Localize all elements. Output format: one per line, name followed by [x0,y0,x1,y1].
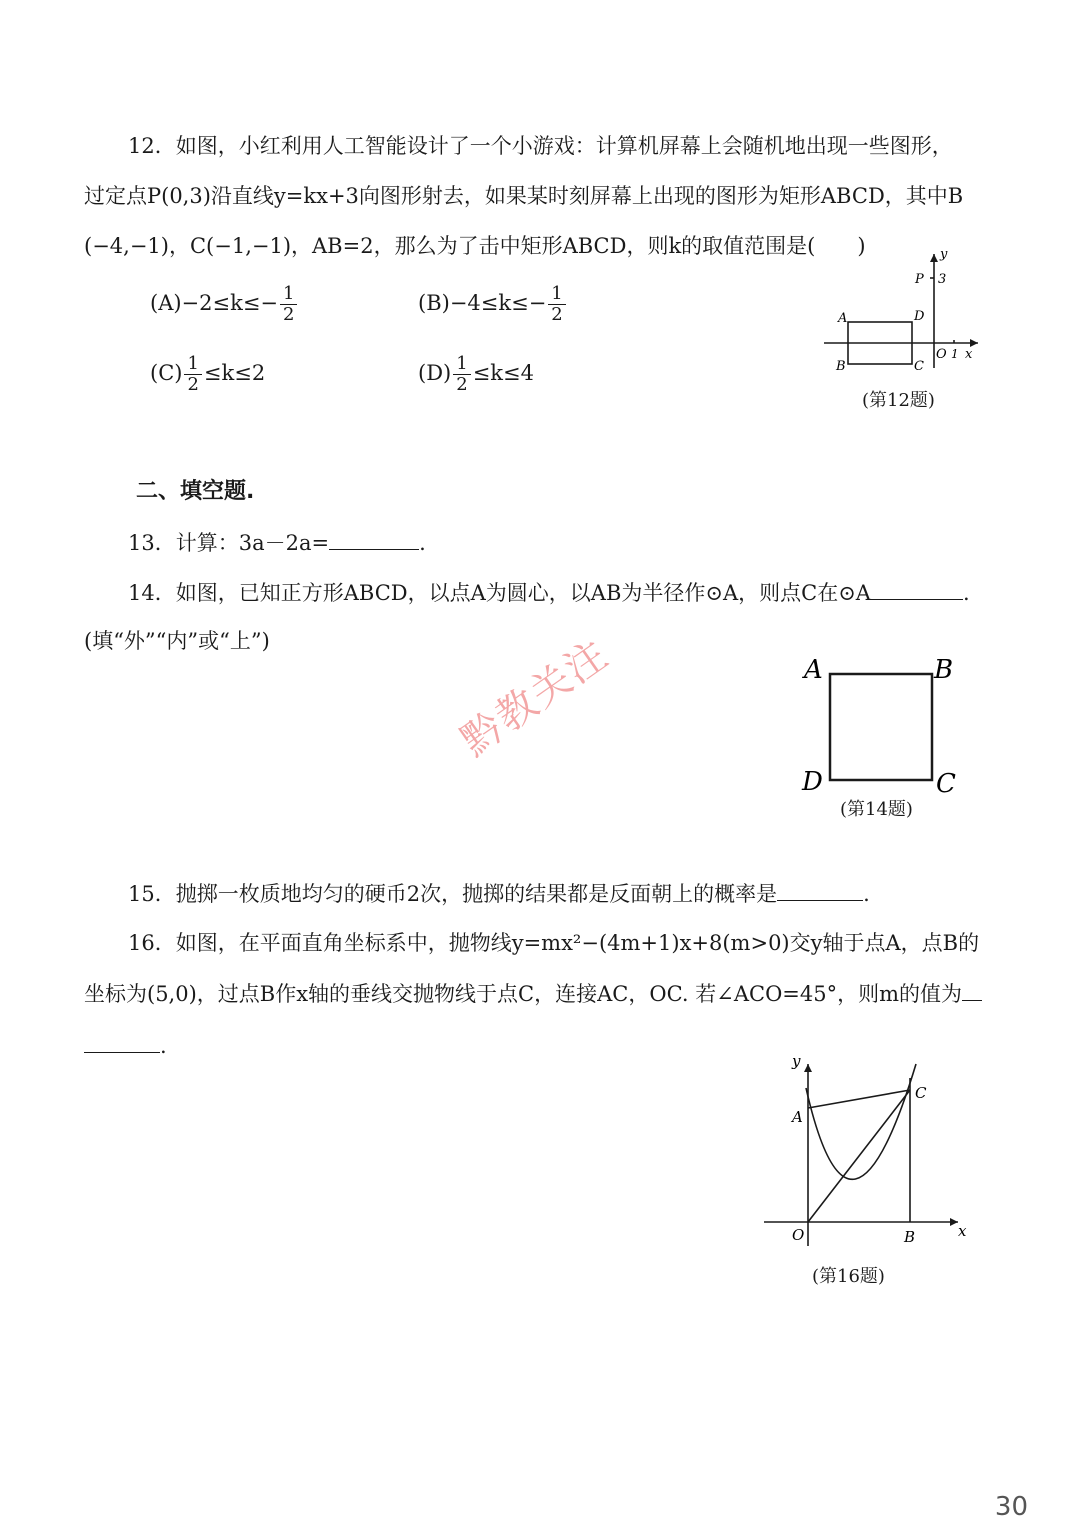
fig14-label-b: B [934,655,954,685]
fig16-label-y: y [792,1052,801,1070]
watermark: 黔教关注 [453,631,618,766]
fig12-label-x: x [965,347,973,362]
q15-answer-blank[interactable] [777,878,863,901]
q16-line2: 坐标为(5,0)，过点B作x轴的垂线交抛物线于点C，连接AC，OC. 若∠ACO=45°，则m的值为 [84,978,982,1009]
fig14-label-d: D [802,767,823,797]
fig12-label-1: 1 [951,347,959,361]
q12-caption: (第12题) [862,390,935,411]
q14-figure [796,650,966,800]
q13-text: 13．计算：3a－2a= . [128,527,426,558]
fig12-label-b: B [836,359,846,374]
fig16-label-o: O [792,1226,805,1244]
fig16-label-a: A [792,1108,803,1126]
q12-line2: 过定点P(0,3)沿直线y=kx+3向图形射去，如果某时刻屏幕上出现的图形为矩形ABCD，其中B [84,184,964,208]
q12-line3: (−4,−1)，C(−1,−1)，AB=2，那么为了击中矩形ABCD，则k的取值范围是( ) [84,234,866,258]
option-a: (A)−2≤k≤− $\frac{1}{2}$ [150,284,299,325]
fig16-label-x: x [958,1222,967,1240]
option-d: (D) $\frac{1}{2}$ ≤k≤4 [418,353,534,395]
q16-line3: . [84,1030,167,1061]
q14-text: 14．如图，已知正方形ABCD，以点A为圆心，以AB为半径作⊙A，则点C在⊙A . [128,577,970,608]
fig12-label-c: C [914,359,924,374]
fig12-label-o: O [936,347,947,362]
page-number: 30 [994,1492,1028,1522]
section-heading: 二、填空题. [136,479,255,504]
fig14-label-c: C [936,769,956,799]
q16-figure [758,1050,978,1250]
option-b: (B)−4≤k≤− $\frac{1}{2}$ [418,284,568,325]
q12-figure [818,244,988,374]
fig12-label-d: D [914,309,925,324]
fig12-label-p: P [915,272,924,287]
q14-answer-blank[interactable] [871,577,963,600]
fig12-label-y: y [940,247,948,262]
q14-line2: (填“外”“内”或“上”) [84,629,270,653]
q16-line1: 16．如图，在平面直角坐标系中，抛物线y=mx²−(4m+1)x+8(m>0)交y轴于点A，点B的 [128,931,980,955]
q14-caption: (第14题) [840,799,913,820]
fig12-label-3: 3 [938,272,947,287]
fig14-label-a: A [804,655,823,685]
fig16-label-b: B [904,1228,916,1246]
q16-answer-blank-start[interactable] [962,978,982,1001]
q13-answer-blank[interactable] [329,527,419,550]
q15-text: 15．抛掷一枚质地均匀的硬币2次，抛掷的结果都是反面朝上的概率是 . [128,878,870,909]
fig16-label-c: C [915,1084,927,1102]
q12-line1: 12．如图，小红利用人工智能设计了一个小游戏：计算机屏幕上会随机地出现一些图形， [128,134,953,158]
option-c: (C) $\frac{1}{2}$ ≤k≤2 [150,353,266,395]
fig12-label-a: A [838,311,848,326]
q16-answer-blank-end[interactable] [84,1030,160,1053]
q16-caption: (第16题) [812,1266,885,1287]
